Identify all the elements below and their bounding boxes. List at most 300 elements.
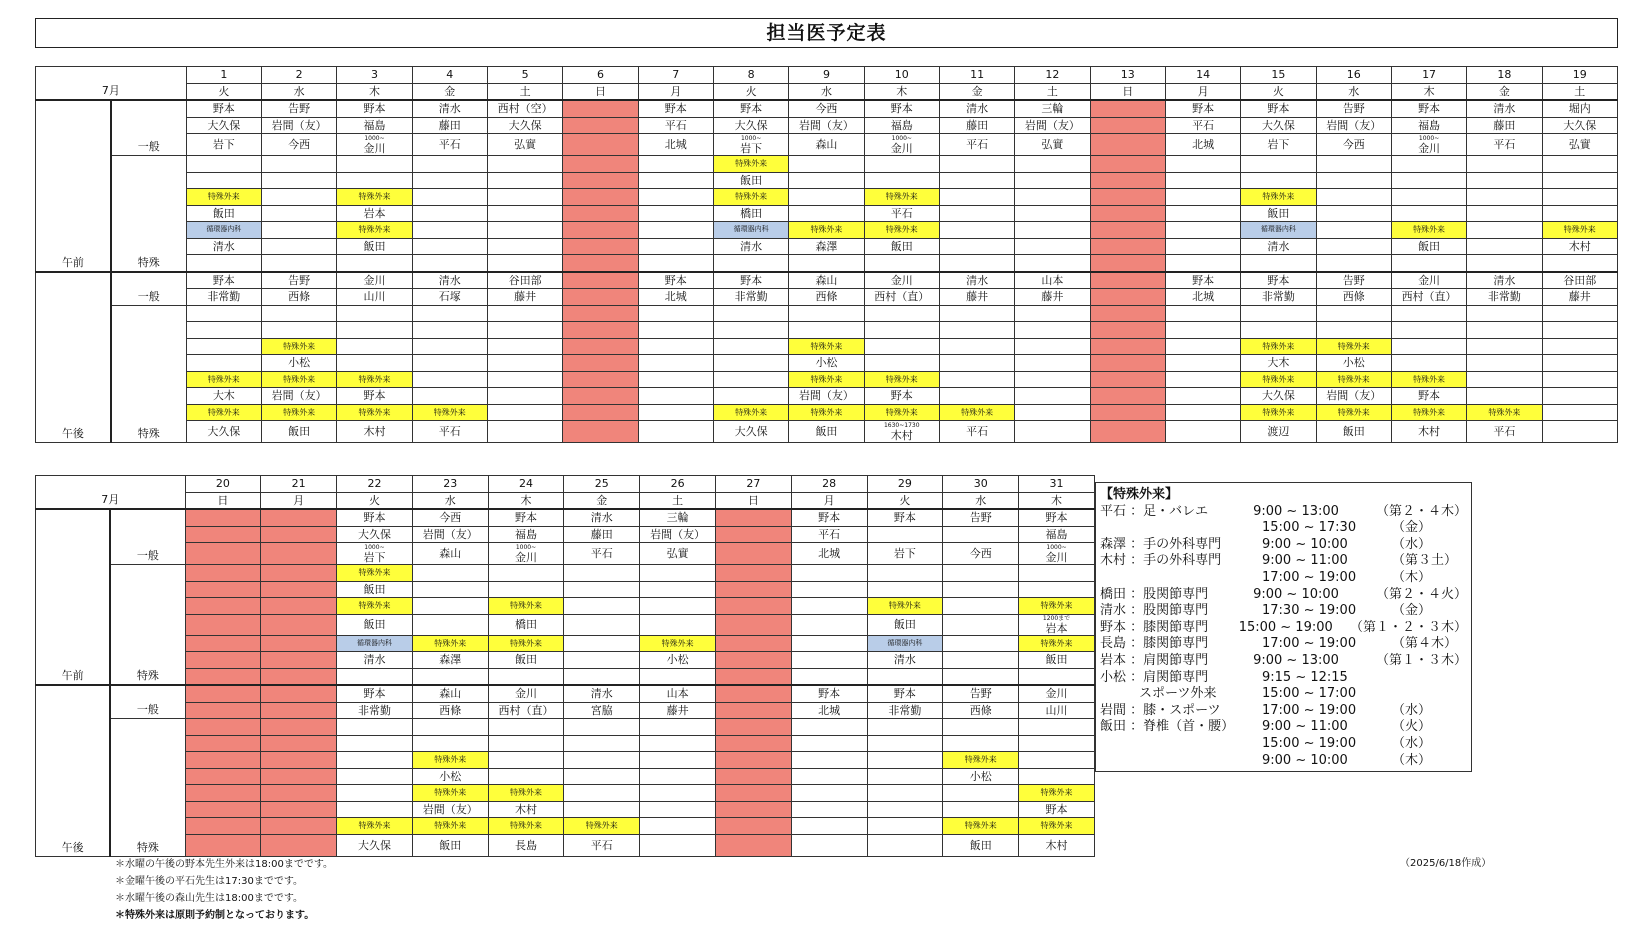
clinic-doctor: 飯田 ：脊椎（首・腰）	[1100, 719, 1235, 735]
clinic-days: （水）	[1392, 536, 1432, 552]
time-note: 1000~	[891, 134, 912, 142]
empty-cell	[864, 355, 939, 372]
special-clinic-tag: 特殊外来	[1241, 371, 1316, 388]
empty-cell	[867, 565, 943, 582]
empty-cell	[791, 565, 867, 582]
empty-cell	[1391, 255, 1466, 272]
closed-day	[1090, 355, 1165, 372]
closed-day	[261, 652, 337, 669]
empty-cell	[1391, 355, 1466, 372]
closed-day	[563, 338, 638, 355]
closed-day	[715, 598, 791, 615]
special-clinic-tag: 特殊外来	[337, 222, 412, 239]
empty-cell	[261, 172, 336, 189]
empty-cell	[867, 526, 943, 543]
empty-cell	[487, 238, 562, 255]
empty-cell	[1165, 404, 1240, 421]
cell: 野本	[864, 388, 939, 405]
cell: 福島	[1019, 526, 1095, 543]
doctor-name: 岩本	[1045, 621, 1068, 635]
cell: 平石	[939, 134, 1014, 156]
empty-cell	[1542, 355, 1617, 372]
cell: 大久保	[713, 117, 788, 134]
closed-day	[185, 785, 261, 802]
empty-cell	[640, 565, 716, 582]
closed-day	[1090, 134, 1165, 156]
empty-cell	[943, 635, 1019, 652]
empty-cell	[1165, 322, 1240, 339]
cell: 北城	[791, 702, 867, 719]
cell: 野本	[864, 100, 939, 117]
day-number: 6	[563, 67, 638, 84]
empty-cell	[337, 801, 413, 818]
empty-cell	[1391, 172, 1466, 189]
empty-cell	[713, 388, 788, 405]
cell: 告野	[1316, 100, 1391, 117]
closed-day	[1090, 238, 1165, 255]
cell: 谷田部	[487, 272, 562, 289]
empty-cell	[943, 735, 1019, 752]
empty-cell	[261, 205, 336, 222]
special-clinic-row	[1100, 670, 1467, 687]
cell: 石塚	[412, 289, 487, 306]
empty-cell	[564, 719, 640, 736]
empty-cell	[638, 156, 713, 173]
closed-day	[185, 735, 261, 752]
empty-cell	[261, 156, 336, 173]
closed-day	[185, 768, 261, 785]
empty-cell	[638, 404, 713, 421]
empty-cell	[1241, 305, 1316, 322]
empty-cell	[1316, 205, 1391, 222]
closed-day	[715, 581, 791, 598]
closed-day	[563, 238, 638, 255]
closed-day	[1090, 117, 1165, 134]
empty-cell	[791, 834, 867, 856]
closed-day	[185, 598, 261, 615]
cell: 飯田	[943, 834, 1019, 856]
empty-cell	[488, 565, 564, 582]
closed-day	[1090, 322, 1165, 339]
empty-cell	[1165, 305, 1240, 322]
closed-day	[715, 509, 791, 526]
cell: 藤井	[487, 289, 562, 306]
empty-cell	[791, 652, 867, 669]
cell: 弘實	[1542, 134, 1617, 156]
cell: 岩間（友）	[1015, 117, 1090, 134]
weekday: 水	[412, 492, 488, 509]
general-label: 一般	[110, 509, 185, 565]
clinic-doctor: 岩本 ：肩関節専門	[1100, 652, 1209, 668]
weekday: 木	[1391, 83, 1466, 100]
closed-day	[185, 668, 261, 685]
closed-day	[563, 289, 638, 306]
cell: 大久保	[1241, 117, 1316, 134]
day-number: 11	[939, 67, 1014, 84]
closed-day	[715, 719, 791, 736]
clinic-days: （第４木）	[1392, 636, 1458, 652]
empty-cell	[638, 371, 713, 388]
special-clinic-tag: 特殊外来	[337, 189, 412, 206]
closed-day	[563, 355, 638, 372]
cell: 森山	[789, 134, 864, 156]
empty-cell	[1019, 719, 1095, 736]
empty-cell	[1015, 371, 1090, 388]
closed-day	[261, 785, 337, 802]
cell: 告野	[943, 685, 1019, 702]
empty-cell	[791, 752, 867, 769]
cell: 木村	[1019, 834, 1095, 856]
closed-day	[261, 719, 337, 736]
cell: 三輪	[1015, 100, 1090, 117]
day-number: 19	[1542, 67, 1617, 84]
cell: 平石	[412, 421, 487, 443]
special-clinic-row	[1100, 553, 1467, 570]
cell: 野本	[867, 685, 943, 702]
cell	[337, 543, 413, 565]
empty-cell	[1241, 322, 1316, 339]
cell: 平石	[1467, 134, 1542, 156]
empty-cell	[1015, 322, 1090, 339]
empty-cell	[186, 255, 261, 272]
closed-day	[1090, 371, 1165, 388]
day-number: 15	[1241, 67, 1316, 84]
empty-cell	[412, 172, 487, 189]
closed-day	[563, 272, 638, 289]
empty-cell	[488, 581, 564, 598]
closed-day	[185, 543, 261, 565]
special-clinic-tag: 特殊外来	[713, 189, 788, 206]
clinic-days: （木）	[1392, 569, 1432, 585]
special-clinic-tag: 特殊外来	[640, 635, 716, 652]
empty-cell	[867, 719, 943, 736]
weekday: 土	[640, 492, 716, 509]
empty-cell	[939, 355, 1014, 372]
empty-cell	[791, 668, 867, 685]
special-label: 特殊	[110, 719, 185, 857]
empty-cell	[1391, 305, 1466, 322]
empty-cell	[1316, 172, 1391, 189]
cell: 飯田	[337, 238, 412, 255]
empty-cell	[638, 388, 713, 405]
empty-cell	[791, 818, 867, 835]
special-clinic-tag: 特殊外来	[337, 404, 412, 421]
cell: 野本	[337, 388, 412, 405]
day-number: 20	[185, 476, 261, 493]
empty-cell	[640, 668, 716, 685]
empty-cell	[640, 735, 716, 752]
cell: 金川	[1019, 685, 1095, 702]
empty-cell	[1542, 404, 1617, 421]
weekday: 火	[713, 83, 788, 100]
cell: 森澤	[412, 652, 488, 669]
cell: 飯田	[186, 205, 261, 222]
cell: 野本	[638, 272, 713, 289]
empty-cell	[186, 338, 261, 355]
closed-day	[261, 598, 337, 615]
day-number: 29	[867, 476, 943, 493]
cell: 藤井	[640, 702, 716, 719]
day-number: 31	[1019, 476, 1095, 493]
cell: 野本	[1241, 272, 1316, 289]
closed-day	[185, 801, 261, 818]
empty-cell	[488, 668, 564, 685]
empty-cell	[1391, 189, 1466, 206]
special-clinic-tag: 特殊外来	[261, 338, 336, 355]
empty-cell	[337, 668, 413, 685]
weekday: 月	[791, 492, 867, 509]
empty-cell	[789, 322, 864, 339]
empty-cell	[640, 801, 716, 818]
empty-cell	[1015, 404, 1090, 421]
day-number: 14	[1165, 67, 1240, 84]
schedule-table-first-half	[35, 66, 1618, 443]
empty-cell	[638, 189, 713, 206]
special-clinic-tag: 特殊外来	[1241, 404, 1316, 421]
pm-label: 午後	[36, 272, 111, 443]
am-label: 午前	[36, 509, 111, 685]
closed-day	[563, 388, 638, 405]
closed-day	[1090, 255, 1165, 272]
weekday: 木	[1019, 492, 1095, 509]
closed-day	[1090, 172, 1165, 189]
cell: 藤田	[564, 526, 640, 543]
cell: 告野	[1316, 272, 1391, 289]
cell	[864, 421, 939, 443]
cardio-tag: 循環器内科	[186, 222, 261, 239]
special-clinic-tag: 特殊外来	[1391, 222, 1466, 239]
cell: 野本	[1241, 100, 1316, 117]
empty-cell	[337, 785, 413, 802]
empty-cell	[337, 768, 413, 785]
empty-cell	[1015, 338, 1090, 355]
empty-cell	[1467, 305, 1542, 322]
empty-cell	[1019, 565, 1095, 582]
closed-day	[563, 404, 638, 421]
cell	[713, 134, 788, 156]
cell: 大久保	[186, 421, 261, 443]
cell: 森澤	[789, 238, 864, 255]
empty-cell	[412, 735, 488, 752]
empty-cell	[640, 834, 716, 856]
empty-cell	[640, 719, 716, 736]
special-clinic-tag: 特殊外来	[186, 189, 261, 206]
weekday: 木	[864, 83, 939, 100]
empty-cell	[186, 322, 261, 339]
cell: 山川	[337, 289, 412, 306]
closed-day	[715, 801, 791, 818]
closed-day	[715, 652, 791, 669]
empty-cell	[791, 735, 867, 752]
cell: 小松	[789, 355, 864, 372]
cell: 今西	[1316, 134, 1391, 156]
empty-cell	[1542, 156, 1617, 173]
empty-cell	[1165, 156, 1240, 173]
empty-cell	[1316, 222, 1391, 239]
empty-cell	[1467, 172, 1542, 189]
closed-day	[715, 614, 791, 635]
special-clinic-tag: 特殊外来	[789, 222, 864, 239]
cell: 今西	[261, 134, 336, 156]
cell: 弘實	[1015, 134, 1090, 156]
special-clinic-tag: 特殊外来	[488, 598, 564, 615]
special-clinic-tag: 特殊外来	[864, 404, 939, 421]
empty-cell	[488, 719, 564, 736]
clinic-doctor: 森澤 ：手の外科専門	[1100, 536, 1222, 552]
special-clinic-tag: 特殊外来	[713, 156, 788, 173]
cell: 長島	[488, 834, 564, 856]
empty-cell	[791, 614, 867, 635]
special-clinic-row	[1100, 703, 1467, 720]
empty-cell	[1015, 222, 1090, 239]
empty-cell	[943, 652, 1019, 669]
empty-cell	[943, 565, 1019, 582]
special-clinic-tag: 特殊外来	[713, 404, 788, 421]
cell: 野本	[1391, 100, 1466, 117]
empty-cell	[337, 735, 413, 752]
cell: 山川	[1019, 702, 1095, 719]
cell: 清水	[186, 238, 261, 255]
empty-cell	[1467, 371, 1542, 388]
day-number: 12	[1015, 67, 1090, 84]
clinic-days: （第１・２・３木）	[1349, 619, 1467, 635]
empty-cell	[564, 735, 640, 752]
closed-day	[261, 768, 337, 785]
cell: 木村	[337, 421, 412, 443]
clinic-time: 15:00 ~ 17:30	[1262, 520, 1357, 536]
closed-day	[261, 635, 337, 652]
empty-cell	[1015, 305, 1090, 322]
clinic-doctor: 清水 ：股関節専門	[1100, 603, 1209, 619]
clinic-days: （第１・３木）	[1375, 652, 1467, 668]
special-clinic-tag: 特殊外来	[1019, 818, 1095, 835]
empty-cell	[640, 598, 716, 615]
closed-day	[185, 509, 261, 526]
empty-cell	[789, 205, 864, 222]
empty-cell	[638, 205, 713, 222]
cell: 堀内	[1542, 100, 1617, 117]
am-label: 午前	[36, 100, 111, 272]
empty-cell	[186, 305, 261, 322]
cell: 平石	[1165, 117, 1240, 134]
empty-cell	[1316, 322, 1391, 339]
closed-day	[261, 543, 337, 565]
special-label: 特殊	[111, 156, 186, 272]
time-note: 1000~	[1418, 134, 1440, 142]
day-number: 25	[564, 476, 640, 493]
cell: 飯田	[864, 238, 939, 255]
empty-cell	[943, 598, 1019, 615]
cell: 今西	[943, 543, 1019, 565]
cell	[864, 134, 939, 156]
empty-cell	[487, 388, 562, 405]
general-label: 一般	[110, 685, 185, 719]
time-note: 1630~1730	[883, 421, 920, 429]
empty-cell	[791, 598, 867, 615]
weekday: 金	[939, 83, 1014, 100]
empty-cell	[791, 581, 867, 598]
closed-day	[715, 768, 791, 785]
cell: 藤田	[412, 117, 487, 134]
weekday: 火	[337, 492, 413, 509]
cell: 平石	[412, 134, 487, 156]
empty-cell	[1015, 355, 1090, 372]
closed-day	[715, 735, 791, 752]
cell: 福島	[1391, 117, 1466, 134]
cell: 西村（空）	[487, 100, 562, 117]
closed-day	[185, 834, 261, 856]
clinic-time: 17:00 ~ 19:00	[1262, 702, 1357, 718]
clinic-days: （金）	[1392, 520, 1432, 536]
cell: 弘實	[640, 543, 716, 565]
empty-cell	[1542, 421, 1617, 443]
special-clinic-tag: 特殊外来	[337, 371, 412, 388]
empty-cell	[640, 785, 716, 802]
cell: 野本	[1019, 801, 1095, 818]
closed-day	[261, 668, 337, 685]
time-note: 1000~	[1046, 543, 1067, 551]
special-clinic-tag: 特殊外来	[488, 635, 564, 652]
cell: 飯田	[867, 614, 943, 635]
cell: 清水	[412, 100, 487, 117]
empty-cell	[867, 834, 943, 856]
empty-cell	[867, 581, 943, 598]
special-clinic-tag: 特殊外来	[1316, 404, 1391, 421]
empty-cell	[564, 801, 640, 818]
special-clinic-tag: 特殊外来	[1241, 338, 1316, 355]
clinic-time: 15:00 ~ 19:00	[1238, 619, 1333, 635]
empty-cell	[186, 355, 261, 372]
closed-day	[563, 222, 638, 239]
cell: 平石	[939, 421, 1014, 443]
empty-cell	[487, 305, 562, 322]
closed-day	[185, 614, 261, 635]
closed-day	[563, 305, 638, 322]
closed-day	[261, 834, 337, 856]
cell: 岩本	[337, 205, 412, 222]
created-date: （2025/6/18作成）	[1400, 858, 1492, 869]
empty-cell	[640, 818, 716, 835]
empty-cell	[1015, 156, 1090, 173]
clinic-time: 9:00 ~ 13:00	[1253, 652, 1339, 668]
cell: 北城	[791, 543, 867, 565]
general-label: 一般	[111, 272, 186, 306]
closed-day	[563, 189, 638, 206]
special-clinic-row	[1100, 520, 1467, 537]
closed-day	[185, 565, 261, 582]
empty-cell	[337, 172, 412, 189]
cell: 大久保	[1241, 388, 1316, 405]
clinic-time: 15:00 ~ 19:00	[1262, 735, 1357, 751]
cell: 飯田	[1316, 421, 1391, 443]
empty-cell	[412, 719, 488, 736]
cell: 小松	[412, 768, 488, 785]
empty-cell	[1165, 222, 1240, 239]
clinic-days: （第２・４木）	[1375, 503, 1467, 519]
closed-day	[1090, 205, 1165, 222]
empty-cell	[638, 222, 713, 239]
empty-cell	[1467, 388, 1542, 405]
cell: 大久保	[337, 526, 413, 543]
empty-cell	[867, 785, 943, 802]
closed-day	[185, 752, 261, 769]
day-number: 5	[487, 67, 562, 84]
cell: 平石	[638, 117, 713, 134]
time-note: 1200まで	[1042, 614, 1071, 622]
special-outpatient-box	[1095, 482, 1472, 772]
cell: 北城	[1165, 289, 1240, 306]
cell: 渡辺	[1241, 421, 1316, 443]
